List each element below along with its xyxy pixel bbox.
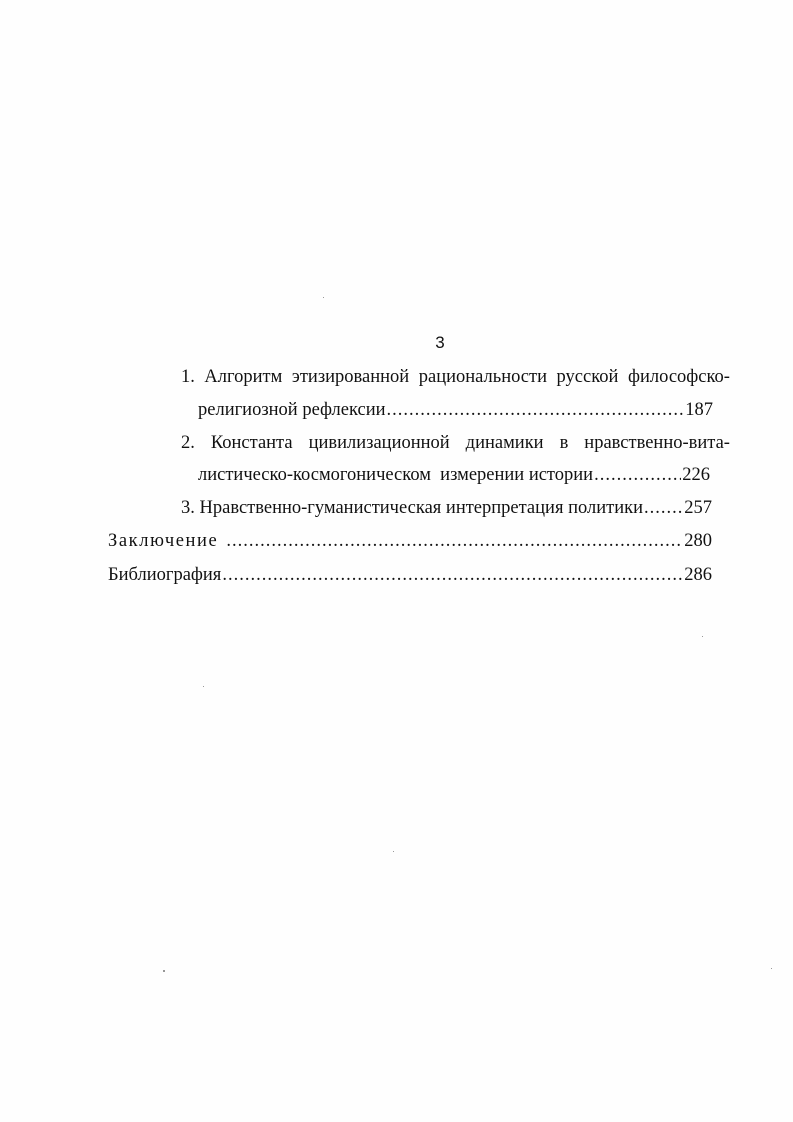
dot-leader bbox=[226, 530, 683, 552]
scan-speck bbox=[702, 636, 703, 637]
toc-item-1-title: религиозной рефлексии bbox=[198, 400, 386, 420]
toc-item-2-word: Константа bbox=[210, 433, 293, 453]
toc-item-2-word: нравственно-вита- bbox=[584, 433, 730, 453]
toc-item-2-word: цивилизационной bbox=[308, 433, 450, 453]
scan-speck bbox=[163, 970, 165, 972]
toc-item-2-word: 2. bbox=[181, 433, 195, 453]
scan-speck bbox=[203, 686, 204, 687]
toc-bibliography-title: Библиография bbox=[108, 565, 222, 585]
scan-speck bbox=[323, 297, 324, 298]
toc-item-1-word: русской bbox=[556, 367, 619, 387]
dot-leader bbox=[222, 564, 683, 586]
toc-conclusion bbox=[108, 530, 712, 552]
toc-bibliography bbox=[108, 564, 712, 586]
toc-item-1-word: философско- bbox=[627, 367, 730, 387]
toc-conclusion-title: Заключение bbox=[108, 531, 219, 551]
toc-conclusion-page: 280 bbox=[684, 531, 712, 551]
toc-item-3-title: 3. Нравственно-гуманистическая интерпретация политики bbox=[181, 498, 643, 518]
page-number: 3 bbox=[435, 333, 445, 352]
toc-item-2-title: листическо-космогоническом измерении истории bbox=[198, 465, 594, 485]
toc-item-3 bbox=[181, 497, 712, 519]
toc-item-2-page: 226 bbox=[682, 465, 710, 485]
toc-item-1-word: этизированной bbox=[291, 367, 410, 387]
toc-item-2-word: в bbox=[559, 433, 569, 453]
toc-item-2-word: динамики bbox=[465, 433, 544, 453]
toc-item-1-word: рациональности bbox=[418, 367, 547, 387]
toc-item-1-line-2 bbox=[198, 399, 713, 421]
toc-item-2-line-1 bbox=[181, 432, 730, 454]
toc-item-1-page: 187 bbox=[685, 400, 713, 420]
toc-item-2-line-2 bbox=[198, 464, 710, 486]
scan-speck bbox=[393, 851, 394, 852]
dot-leader bbox=[644, 497, 683, 519]
dot-leader bbox=[387, 399, 685, 421]
toc-bibliography-page: 286 bbox=[684, 565, 712, 585]
dot-leader bbox=[594, 464, 681, 486]
toc-item-1-word: 1. bbox=[181, 367, 195, 387]
scan-speck bbox=[771, 968, 772, 969]
toc-item-3-page: 257 bbox=[684, 498, 712, 518]
toc-item-1-word: Алгоритм bbox=[204, 367, 283, 387]
toc-item-1-line-1 bbox=[181, 366, 730, 388]
